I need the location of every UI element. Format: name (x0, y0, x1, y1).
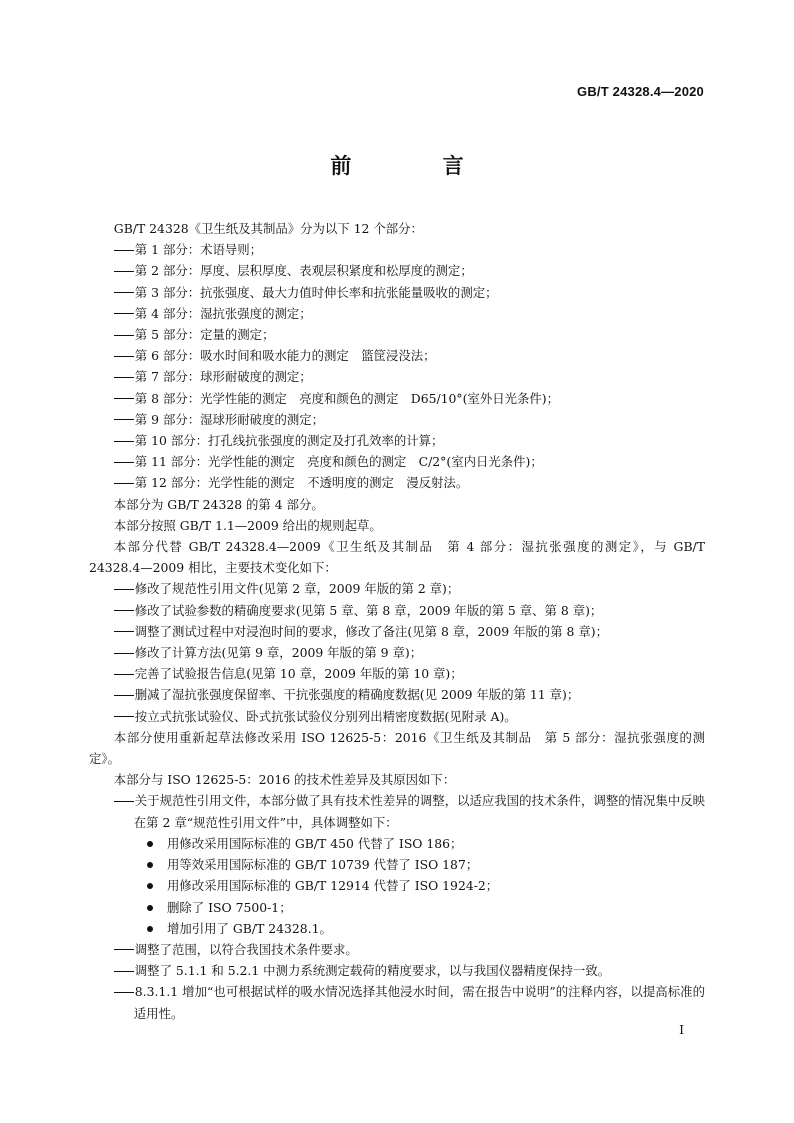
part-item: 第 7 部分：球形耐破度的测定； (89, 366, 705, 387)
dash-mark (114, 971, 134, 973)
bullet-dot (147, 841, 153, 847)
dash-mark (114, 271, 134, 273)
ref-bullet-item: 增加引用了 GB/T 24328.1。 (89, 918, 705, 939)
differences-intro-paragraph: 本部分与 ISO 12625-5：2016 的技术性差异及其原因如下： (113, 772, 456, 788)
difference-item: 8.3.1.1 增加“也可根据试样的吸水情况选择其他浸水时间，需在报告中说明”的注释内容，以提高标准的适用性。 (89, 981, 705, 1023)
part-item: 第 11 部分：光学性能的测定 亮度和颜色的测定 C/2°(室内日光条件)； (89, 451, 705, 472)
dash-mark (114, 462, 134, 464)
change-item: 删减了湿抗张强度保留率、干抗张强度的精确度数据(见 2009 年版的第 11 章)； (89, 684, 705, 705)
dash-mark (114, 292, 134, 294)
part-item: 第 3 部分：抗张强度、最大力值时伸长率和抗张能量吸收的测定； (89, 282, 705, 303)
intro-paragraph: GB/T 24328《卫生纸及其制品》分为以下 12 个部分： (113, 221, 423, 236)
page-title: 前 言 (330, 154, 506, 178)
part-item: 第 1 部分：术语导则； (89, 239, 705, 260)
dash-mark (114, 335, 134, 337)
dash-mark (114, 949, 134, 951)
dash-mark (114, 674, 134, 676)
ref-bullet-item: 用修改采用国际标准的 GB/T 12914 代替了 ISO 1924-2； (89, 875, 705, 896)
dash-mark (114, 377, 134, 379)
bullet-dot (147, 905, 153, 911)
change-item: 按立式抗张试验仪、卧式抗张试验仪分别列出精密度数据(见附录 A)。 (89, 706, 705, 727)
redraft-paragraph: 本部分使用重新起草法修改采用 ISO 12625-5：2016《卫生纸及其制品 第 5 部分：湿抗张强度的测定》。 (89, 729, 705, 767)
dash-mark (114, 801, 134, 803)
ref-bullet-item: 用等效采用国际标准的 GB/T 10739 代替了 ISO 187； (89, 854, 705, 875)
change-item: 调整了测试过程中对浸泡时间的要求，修改了备注(见第 8 章，2009 年版的第 8 章)； (89, 621, 705, 642)
dash-mark (114, 356, 134, 358)
standard-code: GB/T 24328.4—2020 (577, 84, 704, 99)
dash-mark (114, 589, 134, 591)
change-item: 修改了规范性引用文件(见第 2 章，2009 年版的第 2 章)； (89, 578, 705, 599)
part-item: 第 8 部分：光学性能的测定 亮度和颜色的测定 D65/10°(室外日光条件)； (89, 388, 705, 409)
part-item: 第 9 部分：湿球形耐破度的测定； (89, 409, 705, 430)
part-item: 第 4 部分：湿抗张强度的测定； (89, 303, 705, 324)
change-item: 完善了试验报告信息(见第 10 章，2009 年版的第 10 章)； (89, 663, 705, 684)
difference-item: 调整了范围，以符合我国技术条件要求。 (89, 939, 705, 960)
difference-item: 调整了 5.1.1 和 5.2.1 中测力系统测定载荷的精度要求，以与我国仪器精度保持一致。 (89, 960, 705, 981)
dash-mark (114, 992, 134, 994)
change-item: 修改了计算方法(见第 9 章，2009 年版的第 9 章)； (89, 642, 705, 663)
dash-mark (114, 398, 134, 400)
page-number: I (679, 1022, 684, 1037)
dash-mark (114, 441, 134, 443)
difference-item: 关于规范性引用文件，本部分做了具有技术性差异的调整，以适应我国的技术条件，调整的情况集中反映在第 2 章“规范性引用文件”中，具体调整如下： (89, 790, 705, 832)
this-part-paragraph: 本部分为 GB/T 24328 的第 4 部分。 (113, 496, 324, 512)
dash-mark (114, 631, 134, 633)
ref-bullet-item: 用修改采用国际标准的 GB/T 450 代替了 ISO 186； (89, 833, 705, 854)
dash-mark (114, 610, 134, 612)
dash-mark (114, 695, 134, 697)
dash-mark (114, 716, 134, 718)
part-item: 第 10 部分：打孔线抗张强度的测定及打孔效率的计算； (89, 430, 705, 451)
ref-bullet-item: 删除了 ISO 7500-1； (89, 897, 705, 918)
foreword-body (89, 218, 705, 1024)
bullet-dot (147, 926, 153, 932)
dash-mark (114, 653, 134, 655)
replaces-paragraph: 本部分代替 GB/T 24328.4—2009《卫生纸及其制品 第 4 部分：湿抗张强度的测定》，与 GB/T 24328.4—2009 相比，主要技术变化如下： (89, 539, 705, 576)
dash-mark (114, 250, 134, 252)
dash-mark (114, 483, 134, 485)
part-item: 第 2 部分：厚度、层积厚度、表观层积紧度和松厚度的测定； (89, 260, 705, 281)
part-item: 第 5 部分：定量的测定； (89, 324, 705, 345)
dash-mark (114, 313, 134, 315)
dash-mark (114, 419, 134, 421)
part-item: 第 6 部分：吸水时间和吸水能力的测定 篮筐浸没法； (89, 345, 705, 366)
change-item: 修改了试验参数的精确度要求(见第 5 章、第 8 章，2009 年版的第 5 章、第 8 章)； (89, 600, 705, 621)
drafting-rule-paragraph: 本部分按照 GB/T 1.1—2009 给出的规则起草。 (113, 517, 382, 533)
part-item: 第 12 部分：光学性能的测定 不透明度的测定 漫反射法。 (89, 472, 705, 493)
